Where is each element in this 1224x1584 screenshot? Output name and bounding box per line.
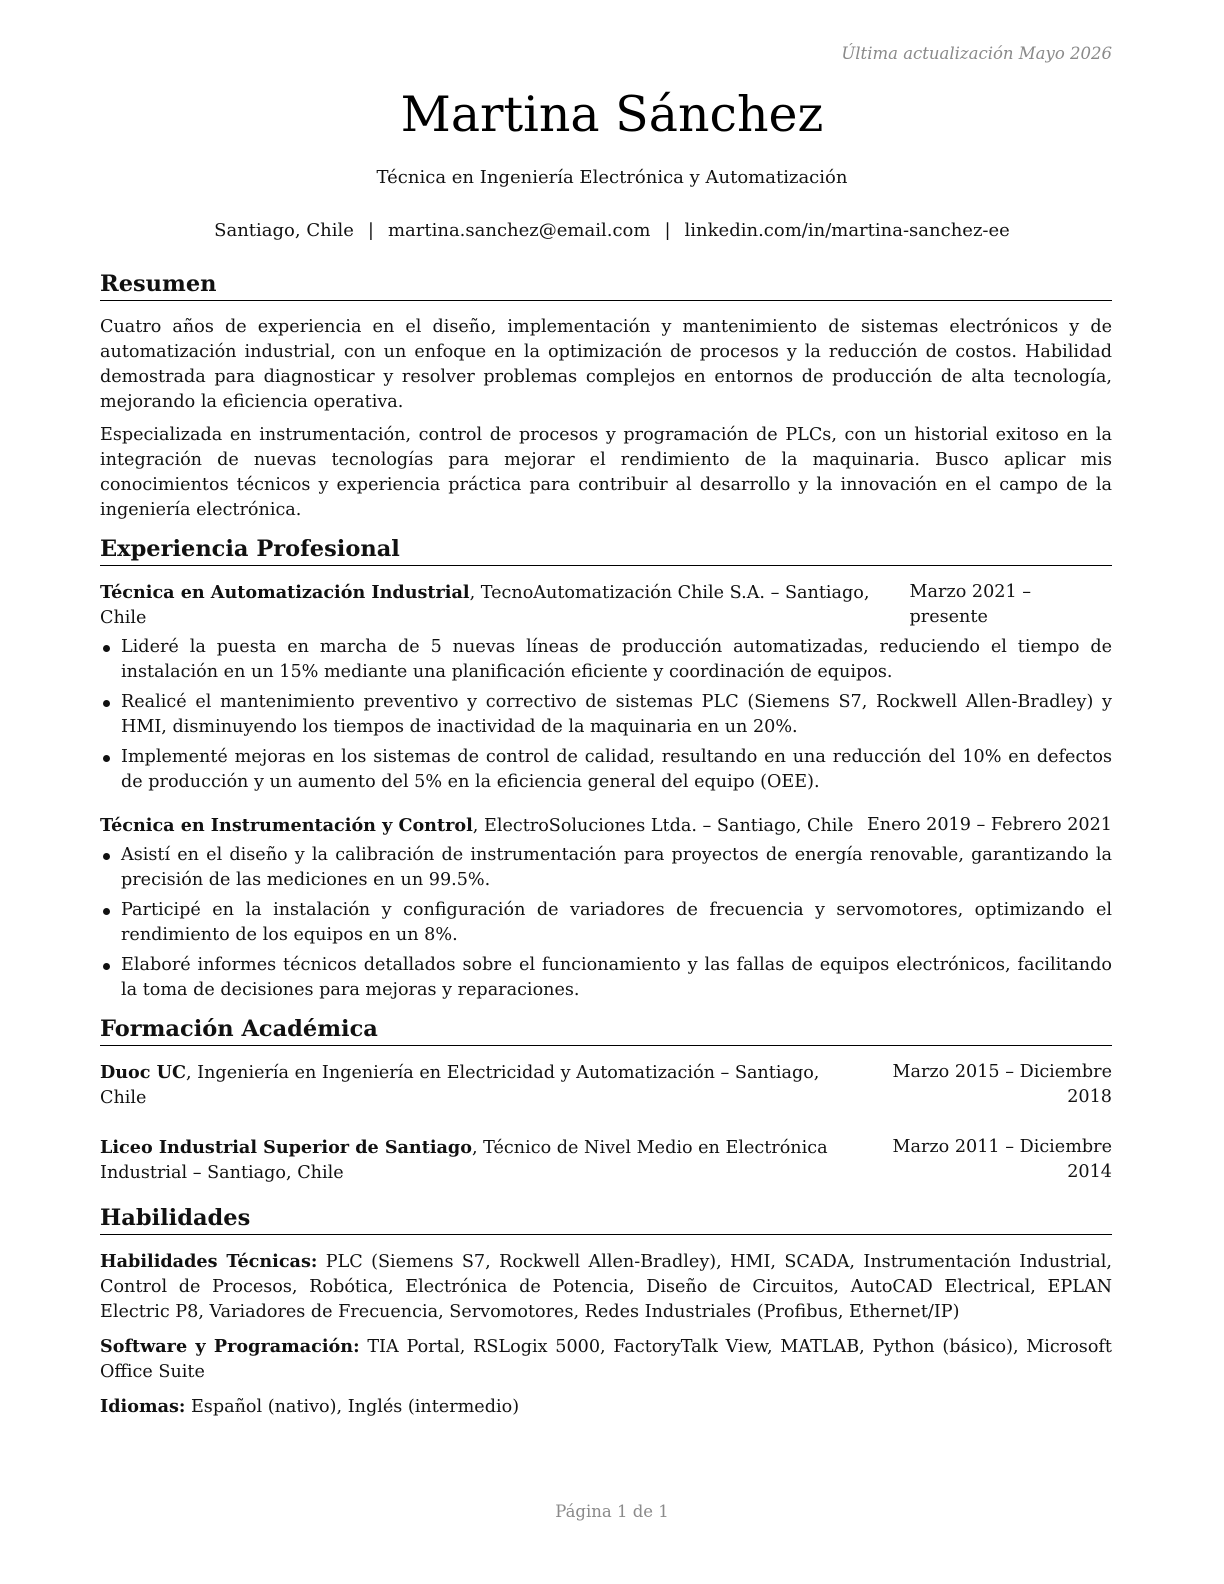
job-bullet: Asistí en el diseño y la calibración de instrumentación para proyectos de energía renovable, garantizando la precisión de las mediciones en un 99.5%. (100, 843, 1112, 893)
skill-label: Software y Programación: (100, 1336, 360, 1357)
job-role: Técnica en Automatización Industrial (100, 582, 470, 603)
job-bullet: Lideré la puesta en marcha de 5 nuevas líneas de producción automatizadas, reduciendo el tiempo de instalación en un 15% mediante una planificación eficiente y coordinación de equipos. (100, 635, 1112, 685)
candidate-title: Técnica en Ingeniería Electrónica y Automatización (376, 167, 848, 188)
contact-email[interactable]: martina.sanchez@email.com (387, 220, 651, 241)
job-bullet: Elaboré informes técnicos detallados sobre el funcionamiento y las fallas de equipos electrónicos, facilitando la toma de decisiones para mejoras y reparaciones. (100, 953, 1112, 1003)
contact-linkedin[interactable]: linkedin.com/in/martina-sanchez-ee (684, 220, 1010, 241)
skill-label: Idiomas: (100, 1396, 186, 1417)
job-role: Técnica en Instrumentación y Control (100, 815, 473, 836)
contact-line (0, 220, 1224, 241)
job-header (100, 813, 1112, 839)
section-title-experience: Experiencia Profesional (100, 535, 1112, 566)
skill-group (100, 1334, 1112, 1385)
skill-text: Español (nativo), Inglés (intermedio) (185, 1397, 520, 1417)
job-entry (100, 580, 1112, 795)
contact-separator: | (664, 220, 671, 241)
skill-group (100, 1249, 1112, 1325)
contact-location: Santiago, Chile (214, 220, 354, 241)
job-bullet: Participé en la instalación y configuración de variadores de frecuencia y servomotores, optimizando el rendimiento de los equipos en un 8%. (100, 898, 1112, 948)
summary-paragraph: Especializada en instrumentación, control de procesos y programación de PLCs, con un historial exitoso en la integración de nuevas tecnologías para mejorar el rendimiento de la maquinaria. Busco aplicar mis conocimientos técnicos y experiencia práctica para contribuir al desarrollo y la innovación en el campo de la ingeniería electrónica. (100, 425, 1112, 520)
skill-label: Habilidades Técnicas: (100, 1251, 318, 1272)
candidate-name: Martina Sánchez (400, 86, 824, 143)
job-bullet: Realicé el mantenimiento preventivo y correctivo de sistemas PLC (Siemens S7, Rockwell Allen-Bradley) y HMI, disminuyendo los tiempos de inactividad de la maquinaria en un 20%. (100, 690, 1112, 740)
contact-separator: | (367, 220, 374, 241)
skill-text: PLC (Siemens S7, Rockwell Allen-Bradley), HMI, SCADA, Instrumentación Industrial, Control de Procesos, Robótica, Electrónica de Potencia, Diseño de Circuitos, AutoCAD Electrical, EPLAN Electric P8, Variadores de Frecuencia, Servomotores, Redes Industriales (Profibus, Ethernet/IP) (100, 1252, 1112, 1322)
job-bullets (100, 635, 1112, 795)
section-title-skills: Habilidades (100, 1204, 1112, 1235)
education-detail: , Técnico de Nivel Medio en Electrónica Industrial – Santiago, Chile (100, 1138, 828, 1183)
education-dates: Marzo 2011 – Diciembre 2014 (892, 1137, 1112, 1182)
education-entry (100, 1135, 1112, 1186)
section-title-summary: Resumen (100, 270, 1112, 301)
section-title-education: Formación Académica (100, 1015, 1112, 1046)
page-number: Página 1 de 1 (555, 1502, 669, 1521)
job-dates: Enero 2019 – Febrero 2021 (866, 815, 1112, 835)
job-entry (100, 813, 1112, 1003)
summary-paragraph: Cuatro años de experiencia en el diseño, implementación y mantenimiento de sistemas electrónicos y de automatización industrial, con un enfoque en la optimización de procesos y la reducción de costos. Habilidad demostrada para diagnosticar y resolver problemas complejos en entornos de producción de alta tecnología, mejorando la eficiencia operativa. (100, 317, 1112, 412)
resume-content (100, 270, 1112, 1429)
job-bullets (100, 843, 1112, 1003)
education-dates: Marzo 2015 – Diciembre 2018 (892, 1062, 1112, 1107)
education-detail: , Ingeniería en Ingeniería en Electricidad y Automatización – Santiago, Chile (100, 1063, 820, 1108)
skill-text: TIA Portal, RSLogix 5000, FactoryTalk View, MATLAB, Python (básico), Microsoft Office Suite (100, 1337, 1112, 1382)
job-dates: Marzo 2021 – presente (909, 582, 1032, 627)
job-company: , ElectroSoluciones Ltda. – Santiago, Chile (472, 816, 854, 836)
job-header (100, 580, 1112, 631)
education-institution: Liceo Industrial Superior de Santiago (100, 1137, 472, 1158)
skill-group (100, 1394, 1112, 1420)
education-institution: Duoc UC (100, 1062, 186, 1083)
job-bullet: Implementé mejoras en los sistemas de control de calidad, resultando en una reducción del 10% en defectos de producción y un aumento del 5% en la eficiencia general del equipo (OEE). (100, 745, 1112, 795)
education-entry (100, 1060, 1112, 1111)
last-updated: Última actualización Mayo 2026 (841, 44, 1112, 63)
job-company: , TecnoAutomatización Chile S.A. – Santiago, Chile (100, 583, 870, 628)
